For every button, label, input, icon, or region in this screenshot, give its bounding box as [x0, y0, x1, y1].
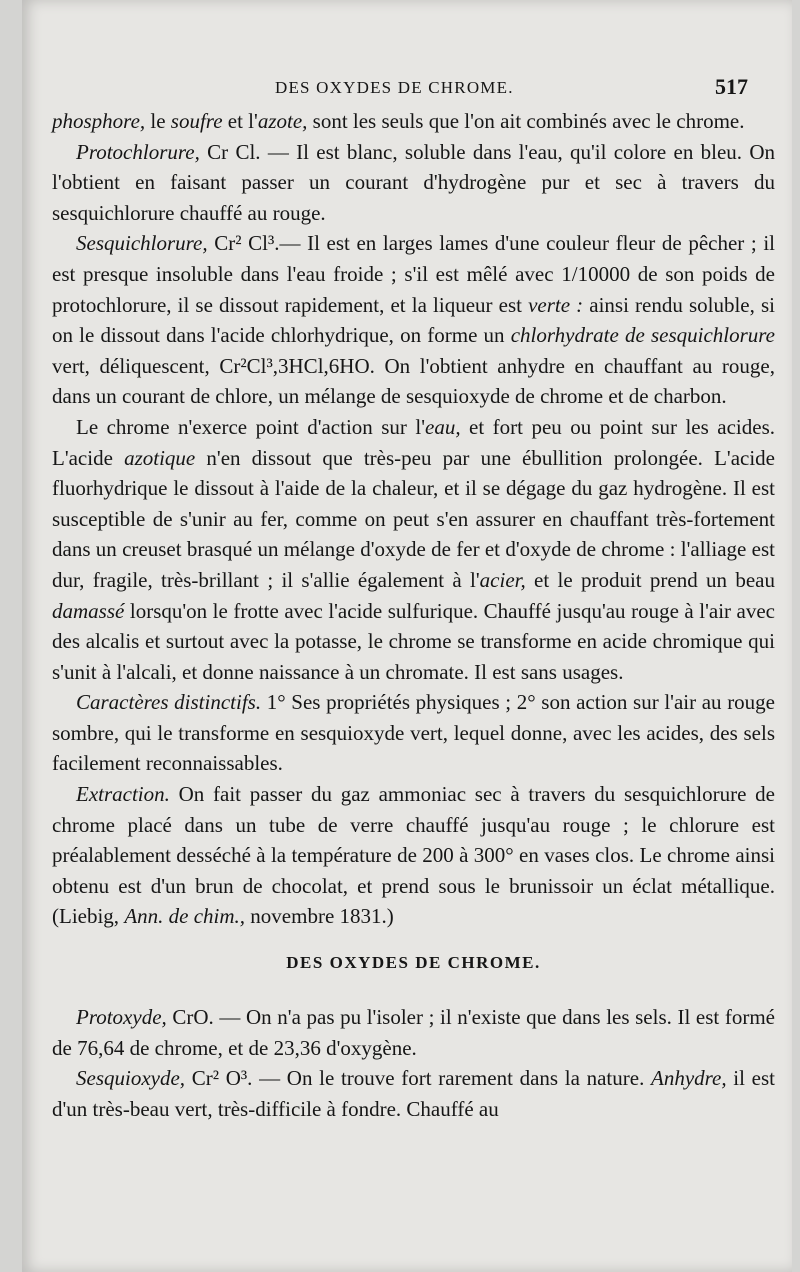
text: Cr² O³. — On le trouve fort rarement dans la nature. — [185, 1066, 651, 1091]
page-header — [22, 74, 792, 104]
term-sesquichlorure: Sesquichlorure, — [76, 231, 208, 256]
running-head: DES OXYDES DE CHROME. — [275, 78, 514, 97]
term-extraction: Extraction. — [76, 782, 170, 807]
fraction: 1/10000 — [561, 261, 631, 286]
text: CrO. — On n'a pas pu l'isoler ; il n'existe que dans les sels. Il est formé de 76,64 de chrome, et de 23,36 d'oxygène. — [52, 1005, 775, 1060]
text: de son poids de protochlorure, il se dissout rapidement, et la liqueur est — [52, 261, 775, 317]
term-caracteres: Caractères distinctifs. — [76, 690, 262, 715]
text: On fait passer du gaz ammoniac sec à travers du sesquichlorure de chrome placé dans un tube de verre chauffé jusqu'au rouge ; le chlorure est préalablement desséché à la température de 200 à 300° en vases clos. Le chrome ainsi obtenu est d'un brun de chocolat, et prend sous le brunissoir un éclat métallique. (Liebig, — [52, 782, 775, 929]
text: ainsi rendu soluble, si on le dissout dans l'acide chlorhydrique, on forme un — [52, 292, 775, 348]
paragraph-intro — [52, 106, 775, 137]
book-page — [22, 0, 792, 1272]
term-acier: acier, — [479, 567, 526, 592]
paragraph-sesquichlorure — [52, 228, 775, 412]
body-text — [52, 106, 775, 1124]
text: il est d'un très-beau vert, très-difficile à fondre. Chauffé au — [52, 1066, 775, 1121]
text: vert, déliquescent, Cr²Cl³,3HCl,6HO. On l'obtient anhydre en chauffant au rouge, dans un courant de chlore, un mélange de sesquioxyde de chrome et de charbon. — [52, 353, 775, 409]
paragraph-sesquioxyde — [52, 1063, 775, 1124]
citation-date: novembre 1831.) — [245, 904, 394, 929]
term-sesquioxyde: Sesquioxyde, — [76, 1066, 186, 1091]
term-phosphore: phosphore, — [52, 109, 146, 133]
term-anhydre: Anhydre, — [651, 1066, 727, 1091]
text: et fort peu ou point sur les acides. L'acide — [52, 414, 775, 470]
text: et le produit prend un beau — [525, 567, 775, 592]
text: 1° Ses propriétés physiques ; 2° son action sur l'air au rouge sombre, qui le transforme en sesquioxyde vert, lequel donne, avec les acides, des sels facilement reconnaissables. — [52, 690, 776, 776]
paragraph-extraction — [52, 779, 775, 932]
text: et l' — [222, 109, 258, 133]
term-chlorhydrate: chlorhydrate de sesquichlorure — [510, 323, 775, 348]
term-verte: verte : — [528, 292, 584, 317]
paragraph-protochlorure — [52, 137, 775, 229]
term-eau: eau, — [425, 414, 461, 439]
text: Le chrome n'exerce point d'action sur l' — [76, 414, 426, 439]
section-heading: DES OXYDES DE CHROME. — [286, 953, 541, 973]
paragraph-protoxyde — [52, 1002, 775, 1063]
paragraph-properties — [52, 412, 775, 687]
text: sont les seuls que l'on ait combinés avec le chrome. — [307, 109, 745, 133]
page-number: 517 — [715, 74, 748, 99]
term-azotique: azotique — [124, 445, 196, 470]
text: lorsqu'on le frotte avec l'acide sulfurique. Chauffé jusqu'au rouge à l'air avec des alcalis et surtout avec la potasse, le chrome se transforme en acide chromique qui s'unit à l'alcali, et donne naissance à un chromate. Il est sans usages. — [52, 598, 775, 684]
term-azote: azote, — [257, 109, 308, 133]
term-soufre: soufre — [170, 109, 223, 133]
paragraph-caracteres — [52, 687, 775, 779]
text: Cr Cl. — Il est blanc, soluble dans l'eau, qu'il colore en bleu. On l'obtient en faisant passer un courant d'hydrogène pur et sec à travers du sesquichlorure chauffé au rouge. — [52, 139, 775, 225]
term-protochlorure: Protochlorure, — [76, 139, 200, 164]
citation-journal: Ann. de chim., — [124, 904, 246, 929]
term-damasse: damassé — [52, 598, 125, 623]
text: n'en dissout que très-peu par une ébullition prolongée. L'acide fluorhydrique le dissout à l'aide de la chaleur, et il se dégage du gaz hydrogène. Il est susceptible de s'unir au fer, comme on peut s'en assurer en chauffant très-fortement dans un creuset brasqué un mélange d'oxyde de fer et d'oxyde de chrome : l'alliage est dur, fragile, très-brillant ; il s'allie également à l' — [52, 445, 775, 592]
text: le — [145, 109, 171, 133]
term-protoxyde: Protoxyde, — [76, 1005, 167, 1030]
text: Cr² Cl³.— Il est en larges lames d'une couleur fleur de pêcher ; il est presque insoluble dans l'eau froide ; s'il est mêlé avec — [52, 231, 775, 286]
